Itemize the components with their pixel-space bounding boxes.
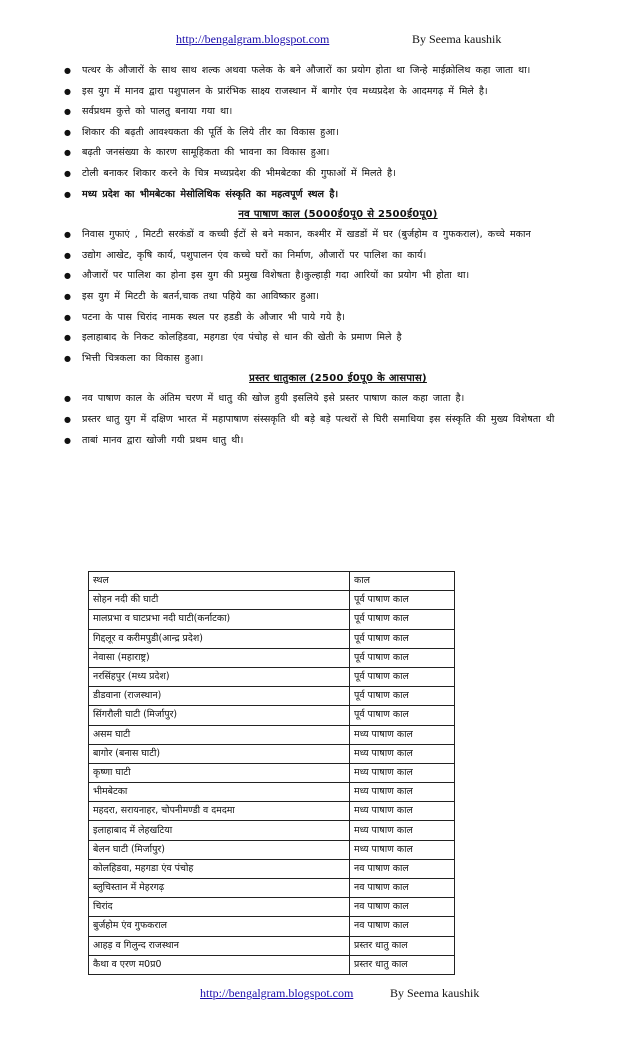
site-cell: बेलन घाटी (मिर्जापुर) [89, 840, 350, 859]
column-header-site: स्थल [89, 572, 350, 591]
site-cell: इलाहाबाद में लेहखटिया [89, 821, 350, 840]
document-body [62, 62, 614, 452]
list-item: ● प्रस्तर धातु युग में दक्षिण भारत में महापाषाण संस्सकृति थी बड़े बड़े पत्थरों से घिरी समाधिया इस संस्कृति की मुख्य विशेषता थी [62, 411, 614, 429]
table-row [89, 783, 455, 802]
site-cell: डीडवाना (राजस्थान) [89, 687, 350, 706]
list-item: ● ताबां मानव द्वारा खोजी गयी प्रथम धातु थी। [62, 432, 614, 450]
table-row [89, 821, 455, 840]
list-item: ● पटना के पास चिरांद नामक स्थल पर हडडी के औजार भी पाये गये है। [62, 309, 614, 327]
list-item-highlight: ● मध्य प्रदेश का भीमबेटका मेसोलिथिक संस्कृति का महत्वपूर्ण स्थल है। [62, 186, 614, 204]
period-cell: नव पाषाण काल [350, 917, 455, 936]
period-cell: पूर्व पाषाण काल [350, 648, 455, 667]
site-cell: कृष्णा घाटी [89, 763, 350, 782]
list-item: ● औजारों पर पालिश का होना इस युग की प्रमुख विशेषता है।कुल्हाड़ी गदा आरियों का प्रयोग भी होता था। [62, 267, 614, 285]
site-cell: कैथा व एरण म0प्र0 [89, 955, 350, 974]
author-credit-footer: By Seema kaushik [390, 986, 480, 1000]
period-cell: मध्य पाषाण काल [350, 744, 455, 763]
period-cell: पूर्व पाषाण काल [350, 610, 455, 629]
site-cell: भीमबेटका [89, 783, 350, 802]
site-cell: मालप्रभा व घाटप्रभा नदी घाटी(कर्नाटका) [89, 610, 350, 629]
period-cell: नव पाषाण काल [350, 879, 455, 898]
site-cell: सिंगरौली घाटी (मिर्जापुर) [89, 706, 350, 725]
site-cell: नेवासा (महाराष्ट्र) [89, 648, 350, 667]
period-cell: प्रस्तर धातु काल [350, 955, 455, 974]
period-cell: नव पाषाण काल [350, 859, 455, 878]
mesolithic-list [62, 62, 614, 203]
table-row [89, 591, 455, 610]
blog-link[interactable]: http://bengalgram.blogspot.com [176, 32, 330, 46]
list-item: ● टोली बनाकर शिकार करने के चित्र मध्यप्रदेश की भीमबेटका की गुफाओं में मिलते है। [62, 165, 614, 183]
site-cell: महदरा, सरायनाहर, चोपनीमण्डी व दमदमा [89, 802, 350, 821]
period-cell: मध्य पाषाण काल [350, 840, 455, 859]
site-cell: नरसिंहपुर (मध्य प्रदेश) [89, 667, 350, 686]
neolithic-list [62, 226, 614, 367]
page-footer [0, 986, 638, 1006]
site-cell: सोहन नदी की घाटी [89, 591, 350, 610]
section-heading-chalcolithic: प्रस्तर धातुकाल (2500 ई0पू0 के आसपास) [249, 373, 427, 385]
table-row [89, 955, 455, 974]
list-item: ● भित्ती चित्रकला का विकास हुआ। [62, 350, 614, 368]
list-item: ● इस युग में मिटटी के बतर्न,चाक तथा पहिये का आविष्कार हुआ। [62, 288, 614, 306]
site-cell: बुर्जहोम एंव गुफकराल [89, 917, 350, 936]
table-row [89, 840, 455, 859]
period-cell: प्रस्तर धातु काल [350, 936, 455, 955]
list-item: ● उद्योग आखेट, कृषि कार्य, पशुपालन एंव कच्चे घरों का निर्माण, औजारों पर पालिश का कार्य। [62, 247, 614, 265]
chalcolithic-list [62, 390, 614, 449]
table-row [89, 706, 455, 725]
list-item: ● पत्थर के औजारों के साथ साथ शल्क अथवा फलेक के बने औजारों का प्रयोग होता था जिन्हे माईक्रोलिथ कहा जाता था। [62, 62, 614, 80]
table-row [89, 859, 455, 878]
period-cell: पूर्व पाषाण काल [350, 629, 455, 648]
list-item: ● निवास गुफाएं , मिटटी सरकंडों व कच्ची ईटों से बने मकान, कश्मीर में खडडों में घर (बुर्जहोम व गुफकराल), कच्चे मकान [62, 226, 614, 244]
list-item: ● इस युग में मानव द्वारा पशुपालन के प्रारंभिक साक्ष्य राजस्थान में बागोर एंव मध्यप्रदेश के आदमगढ़ में मिले है। [62, 83, 614, 101]
list-item: ● शिकार की बढ़ती आवश्यकता की पूर्ति के लिये तीर का विकास हुआ। [62, 124, 614, 142]
section-heading-neolithic: नव पाषाण काल (5000ई0पू0 से 2500ई0पू0) [238, 209, 438, 221]
period-cell: मध्य पाषाण काल [350, 725, 455, 744]
list-item: ● नव पाषाण काल के अंतिम चरण में धातु की खोज हुयी इसलिये इसे प्रस्तर पाषाण काल कहा जाता है। [62, 390, 614, 408]
table-row [89, 610, 455, 629]
table-row [89, 725, 455, 744]
blog-link-footer[interactable]: http://bengalgram.blogspot.com [200, 986, 354, 1000]
period-cell: मध्य पाषाण काल [350, 763, 455, 782]
table-row [89, 879, 455, 898]
author-credit: By Seema kaushik [412, 32, 502, 46]
table-row [89, 744, 455, 763]
list-item: ● इलाहाबाद के निकट कोलहिडवा, महगडा एंव पंचोह से धान की खेती के प्रमाण मिले है [62, 329, 614, 347]
page-header [0, 32, 638, 52]
list-item: ● सर्वप्रथम कुत्ते को पालतु बनाया गया था। [62, 103, 614, 121]
site-cell: चिरांद [89, 898, 350, 917]
site-cell: कोलहिडवा, महगडा एंव पंचोह [89, 859, 350, 878]
table-row [89, 936, 455, 955]
period-cell: मध्य पाषाण काल [350, 821, 455, 840]
table-row [89, 763, 455, 782]
period-cell: पूर्व पाषाण काल [350, 687, 455, 706]
period-cell: पूर्व पाषाण काल [350, 706, 455, 725]
table-header-row [89, 572, 455, 591]
site-cell: बागोर (बनास घाटी) [89, 744, 350, 763]
period-cell: नव पाषाण काल [350, 898, 455, 917]
table-row [89, 898, 455, 917]
table-row [89, 667, 455, 686]
table-row [89, 917, 455, 936]
site-cell: असम घाटी [89, 725, 350, 744]
table-row [89, 629, 455, 648]
column-header-period: काल [350, 572, 455, 591]
table-row [89, 648, 455, 667]
site-cell: आहड़ व गिलुन्द राजस्थान [89, 936, 350, 955]
site-cell: गिद्दलूर व करीमपुडी(आन्द्र प्रदेश) [89, 629, 350, 648]
site-cell: ब्लुचिस्तान में मेहरगढ़ [89, 879, 350, 898]
sites-table [88, 571, 455, 975]
list-item: ● बढ़ती जनसंख्या के कारण सामूहिकता की भावना का विकास हुआ। [62, 144, 614, 162]
period-cell: पूर्व पाषाण काल [350, 591, 455, 610]
table-row [89, 687, 455, 706]
period-cell: मध्य पाषाण काल [350, 783, 455, 802]
table-row [89, 802, 455, 821]
period-cell: मध्य पाषाण काल [350, 802, 455, 821]
period-cell: पूर्व पाषाण काल [350, 667, 455, 686]
